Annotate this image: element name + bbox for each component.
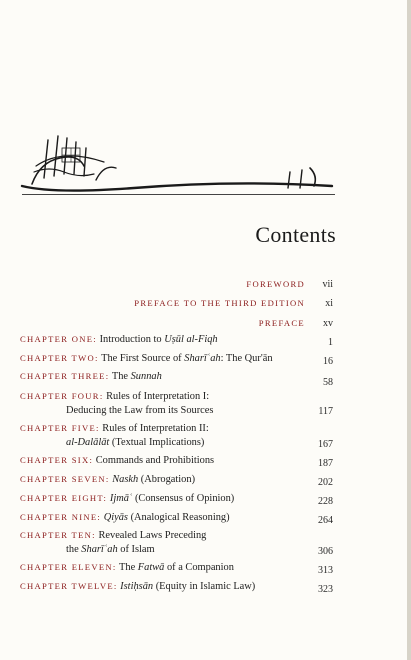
chapter-title: The Fatwā of a Companion	[119, 562, 234, 573]
page-number: xv	[323, 318, 333, 329]
chapter-label: CHAPTER FOUR:	[20, 391, 104, 401]
chapter-label: CHAPTER ELEVEN:	[20, 562, 117, 572]
page-number: 264	[318, 515, 333, 526]
toc-chapter-10[interactable]	[20, 529, 333, 556]
page-number: 323	[318, 584, 333, 595]
chapter-title: Ijmāʿ (Consensus of Opinion)	[109, 493, 235, 504]
toc-chapter-5[interactable]	[20, 422, 333, 449]
chapter-title: Revealed Laws Preceding	[98, 530, 207, 541]
chapter-title: The First Source of Sharīʿah: The Qur'ān	[101, 353, 273, 364]
toc-chapter-7[interactable]	[20, 473, 333, 487]
chapter-label: CHAPTER TWO:	[20, 353, 99, 363]
page-number: 16	[323, 356, 333, 367]
toc-front-preface-third[interactable]	[20, 298, 333, 308]
page-number: 58	[323, 377, 333, 388]
bismillah-calligraphy	[14, 118, 339, 203]
front-label: PREFACE	[258, 318, 305, 328]
chapter-title: Naskh (Abrogation)	[112, 474, 196, 485]
chapter-label: CHAPTER THREE:	[20, 371, 110, 381]
toc-chapter-6[interactable]	[20, 454, 333, 468]
divider-rule	[22, 194, 335, 195]
chapter-title: Rules of Interpretation II:	[102, 423, 209, 434]
chapter-label: CHAPTER SEVEN:	[20, 474, 110, 484]
page-number: 117	[318, 406, 333, 417]
chapter-title: Commands and Prohibitions	[95, 455, 215, 466]
chapter-title-continued: Deducing the Law from its Sources	[66, 404, 214, 416]
page-number: 202	[318, 477, 333, 488]
chapter-label: CHAPTER EIGHT:	[20, 493, 108, 503]
chapter-label: CHAPTER TEN:	[20, 530, 96, 540]
page-number: 167	[318, 439, 333, 450]
chapter-title-continued: al-Dalālāt (Textual Implications)	[66, 436, 205, 448]
toc-front-foreword[interactable]	[20, 279, 333, 289]
toc-front-preface[interactable]	[20, 318, 333, 328]
chapter-label: CHAPTER SIX:	[20, 455, 94, 465]
page-title: Contents	[255, 222, 336, 247]
page-number: 187	[318, 458, 333, 469]
chapter-title: Qiyās (Analogical Reasoning)	[103, 512, 230, 523]
page-number: 228	[318, 496, 333, 507]
front-label: FOREWORD	[246, 279, 305, 289]
page-number: 313	[318, 565, 333, 576]
toc-chapter-4[interactable]	[20, 390, 333, 417]
chapter-label: CHAPTER ONE:	[20, 334, 97, 344]
front-label: PREFACE TO THE THIRD EDITION	[134, 298, 305, 308]
chapter-title: Istiḥsān (Equity in Islamic Law)	[120, 581, 256, 592]
toc-chapter-11[interactable]	[20, 561, 333, 575]
chapter-title: Rules of Interpretation I:	[106, 391, 210, 402]
toc-chapter-1[interactable]	[20, 333, 333, 347]
toc-chapter-2[interactable]	[20, 352, 333, 366]
page-number: vii	[322, 279, 333, 290]
page-edge	[407, 0, 411, 660]
chapter-label: CHAPTER TWELVE:	[20, 581, 118, 591]
chapter-label: CHAPTER FIVE:	[20, 423, 100, 433]
toc-chapter-3[interactable]	[20, 370, 333, 388]
page-number: xi	[325, 298, 333, 309]
page-number: 1	[328, 337, 333, 348]
chapter-title: The Sunnah	[111, 371, 162, 382]
toc-chapter-8[interactable]	[20, 492, 333, 506]
toc-chapter-9[interactable]	[20, 511, 333, 525]
chapter-label: CHAPTER NINE:	[20, 512, 102, 522]
chapter-title-continued: the Sharīʿah of Islam	[66, 543, 155, 555]
toc-chapter-12[interactable]	[20, 580, 333, 594]
chapter-title: Introduction to Uṣūl al-Fiqh	[99, 334, 218, 345]
page-number: 306	[318, 546, 333, 557]
